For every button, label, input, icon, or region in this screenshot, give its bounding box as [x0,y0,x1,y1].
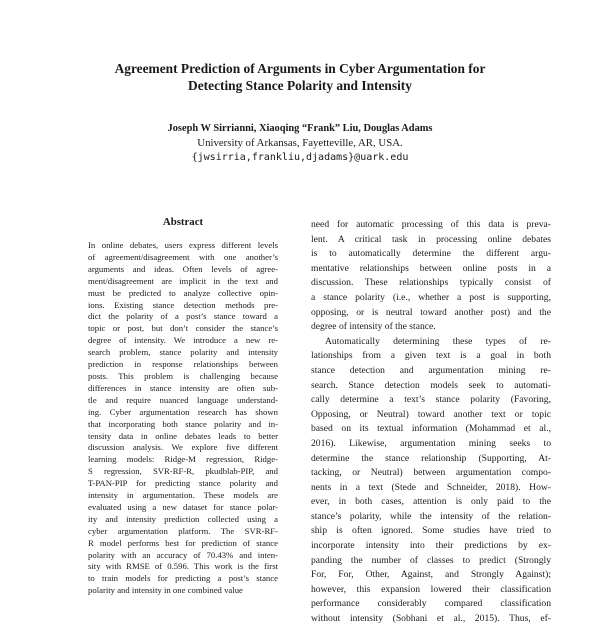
body-text-line: nents in a text (Stede and Schneider, 2018). How- [311,481,551,493]
abstract-text-line: ment/disagreement are implicit in the text and [88,275,278,286]
abstract-text-line: to train models for predicting a post’s stance [88,573,278,584]
abstract-text-line: In online debates, users express different levels [88,240,278,250]
affiliation: University of Arkansas, Fayetteville, AR, USA. [197,137,403,149]
abstract-text-line: of agreement/disagreement with one another’s [88,251,278,262]
body-text-line: based on its textual information (Mohammad et al., [311,423,551,435]
abstract-text-line: evaluated using a new dataset for stance polar- [88,501,278,512]
abstract-text-line: polarity and intensity in one combined value [88,585,243,596]
body-text-line: degree of intensity of the stance. [311,321,436,333]
body-text-line: opposing, or is neutral toward another post) and the [311,306,551,318]
body-text-line: need for automatic processing of this data is preva- [311,219,551,230]
abstract-text-line: posts. This problem is challenging because [88,370,278,381]
abstract-text-line: arguments and ideas. Often levels of agree- [88,263,278,274]
abstract-text-line: dict the polarity of a post’s stance toward a [88,311,278,322]
abstract-text-line: cyber argumentation platform. The SVR-RF- [88,525,278,536]
body-text-line: For, For, Other, Against, and Strongly Against); [311,569,551,581]
body-text-line: determine the stance relationship (Supporting, At- [311,452,551,464]
title-line-1: Agreement Prediction of Arguments in Cyber Argumentation for [114,61,486,76]
body-text-line: tacking, or Neutral) between argumentation compo- [311,467,551,479]
abstract-text-line: prediction in response relationships between [88,359,278,370]
author-emails: {jwsirria,frankliu,djadams}@uark.edu [191,152,409,163]
body-text-line: Automatically determining these types of re- [325,335,551,347]
body-text-line: stance detection and argumentation mining re- [311,364,551,376]
paper-title [60,60,540,94]
abstract-text-line: ity and intensity prediction collected using a [88,513,278,524]
intro-right-column [311,218,551,627]
abstract-text-line: T-PAN-PIP for predicting stance polarity and [88,478,278,489]
abstract-text-line: ions. Existing stance detection methods pre- [88,299,278,310]
body-text-line: however, this expansion lowered their classification [311,583,551,595]
author-list: Joseph W Sirrianni, Xiaoqing “Frank” Liu, Douglas Adams [167,123,433,134]
body-text-line: lationships from a given text is a goal in both [311,350,551,362]
abstract-heading: Abstract [162,216,204,228]
body-text-line: is to automatically determine the different argu- [311,248,551,260]
abstract-text-line: search problem, stance polarity and intensity [88,347,278,358]
body-text-line: performance considerably compared classification [311,598,551,610]
abstract-text-line: topic or post, but don’t consider the stance’s [88,323,278,334]
body-text-line: lent. A critical task in processing online debates [311,233,551,245]
abstract-text-line: tle and require nuanced language understand- [88,394,278,405]
abstract-text-line: sity with RMSE of 0.596. This work is the first [88,561,278,572]
abstract-text-line: ing. Cyber argumentation research has shown [88,406,278,417]
body-text-line: stance’s polarity, while the intensity of the relation- [311,510,551,522]
abstract-text-line: degree of intensity. We introduce a new re- [88,335,278,346]
body-text-line: discussion. These relationships typically consist of [311,277,551,289]
abstract-text-line: intensity in argumentation. These models are [88,490,278,501]
abstract-text-line: S regression, SVR-RF-R, pkudblab-PIP, and [88,466,278,477]
body-text-line: ever, in both cases, attention is only paid to the [311,496,551,508]
body-text-line: panding the number of classes to predict (Strongly [311,554,551,566]
body-text-line: ship is often ignored. Some studies have tried to [311,525,551,537]
title-line-2: Detecting Stance Polarity and Intensity [188,78,412,93]
body-text-line: cally determine a text’s stance polarity (Favoring, [311,394,551,406]
body-text-line: a stance polarity (i.e., whether a post is supporting, [311,291,551,303]
body-text-line: mentative relationships between online posts in a [311,262,551,274]
abstract-text-line: learning models: Ridge-M regression, Ridge- [88,454,278,465]
body-text-line: search. Stance detection models seek to automati- [311,379,551,391]
abstract-text-line: must be predicted to analyze collective opin- [88,287,278,298]
body-text-line: incorporate intensity into their predictions by ex- [311,540,551,552]
abstract-text-line: polarity with an accuracy of 70.43% and inten- [88,549,278,560]
body-text-line: Opposing, or Neutral) toward another text or topic [311,408,551,420]
abstract-text-line: differences in stance intensity are often sub- [88,382,278,393]
abstract-text-line: that incorporating both stance polarity and in- [88,418,278,429]
abstract-text-line: tensity data in online debates leads to better [88,430,278,441]
abstract-text-line: discussion analysis. We explore five different [88,442,278,453]
body-text-line: 2016). Likewise, argumentation mining seeks to [311,437,551,449]
abstract-text-line: R model performs best for prediction of stance [88,537,278,548]
abstract-body [88,240,278,597]
body-text-line: without intensity (Sobhani et al., 2015). Thus, ef- [311,613,551,625]
